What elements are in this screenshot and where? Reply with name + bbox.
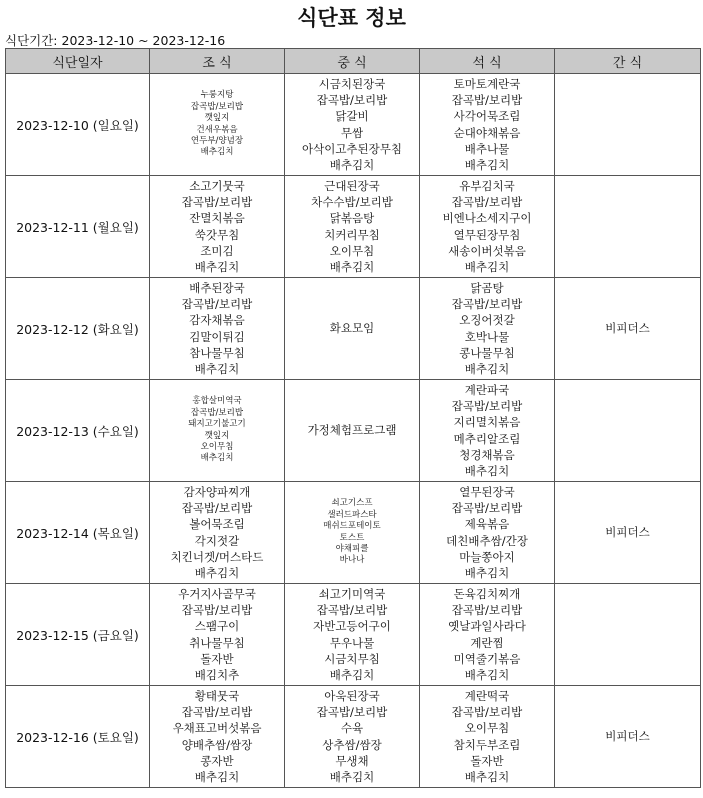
table-row xyxy=(6,482,701,584)
menu-item: 데친배추쌈/간장 xyxy=(446,533,528,548)
menu-item: 화요모임 xyxy=(329,321,375,336)
menu-item: 참치두부조림 xyxy=(453,737,521,752)
lunch-cell xyxy=(285,74,420,176)
menu-item: 배추김치 xyxy=(464,769,510,784)
lunch-menu-list xyxy=(285,498,419,566)
menu-item: 비피더스 xyxy=(605,525,650,540)
menu-item: 열무된장국 xyxy=(459,484,515,499)
menu-item: 순대야채볶음 xyxy=(453,125,521,140)
menu-item: 근대된장국 xyxy=(324,178,380,193)
meal-period: 식단기간: 2023-12-10 ~ 2023-12-16 xyxy=(5,33,226,48)
snack-cell xyxy=(555,584,701,686)
column-header-breakfast: 조 식 xyxy=(150,49,285,74)
dinner-menu-list xyxy=(420,586,554,683)
menu-item: 배추김치 xyxy=(464,259,510,274)
menu-item: 계란찜 xyxy=(470,635,504,650)
menu-item: 잡곡밥/보리밥 xyxy=(451,705,523,720)
date-cell: 2023-12-16 (토요일) xyxy=(6,686,150,788)
menu-item: 배추된장국 xyxy=(189,280,245,295)
menu-item: 돌자반 xyxy=(200,651,234,666)
breakfast-menu-list xyxy=(150,280,284,377)
menu-item: 닭곰탕 xyxy=(470,280,504,295)
menu-item: 배추김치 xyxy=(464,463,510,478)
snack-cell xyxy=(555,176,701,278)
menu-item: 황태뭇국 xyxy=(194,688,240,703)
menu-item: 홍합살미역국 xyxy=(192,396,242,407)
breakfast-menu-list xyxy=(150,484,284,581)
breakfast-menu-list xyxy=(150,90,284,158)
menu-item: 새송이버섯볶음 xyxy=(448,243,526,258)
menu-item: 무쌈 xyxy=(340,125,364,140)
breakfast-cell xyxy=(150,584,285,686)
menu-item: 배추김치 xyxy=(194,565,240,580)
breakfast-menu-list xyxy=(150,178,284,275)
menu-item: 오이무침 xyxy=(329,243,375,258)
menu-item: 바나나 xyxy=(339,555,365,566)
menu-item: 쇠고기미역국 xyxy=(318,586,386,601)
menu-item: 잡곡밥/보리밥 xyxy=(190,407,244,418)
menu-item: 배추김치 xyxy=(464,667,510,682)
menu-item: 콩나물무침 xyxy=(459,345,515,360)
menu-item: 각지젓갈 xyxy=(194,533,240,548)
menu-item: 배추김치 xyxy=(464,157,510,172)
menu-item: 배추김치 xyxy=(329,667,375,682)
menu-item: 아욱된장국 xyxy=(324,688,380,703)
menu-item: 잡곡밥/보리밥 xyxy=(190,101,244,112)
menu-item: 잔멸치볶음 xyxy=(189,211,245,226)
dinner-menu-list xyxy=(420,382,554,479)
menu-item: 콩자반 xyxy=(200,753,234,768)
menu-item: 지리멸치볶음 xyxy=(453,415,521,430)
lunch-menu-list xyxy=(285,688,419,785)
menu-item: 잡곡밥/보리밥 xyxy=(451,93,523,108)
menu-item: 건새우볶음 xyxy=(196,124,238,135)
menu-item: 잡곡밥/보리밥 xyxy=(451,399,523,414)
menu-item: 차수수밥/보리밥 xyxy=(311,195,393,210)
menu-item: 볼어묵조림 xyxy=(189,517,245,532)
menu-item: 잡곡밥/보리밥 xyxy=(316,603,388,618)
menu-item: 수육 xyxy=(340,721,364,736)
menu-item: 오이무침 xyxy=(464,721,510,736)
lunch-menu-list xyxy=(285,422,419,438)
snack-cell xyxy=(555,278,701,380)
menu-item: 계란파국 xyxy=(464,382,510,397)
menu-item: 무우나물 xyxy=(329,635,375,650)
menu-item: 잡곡밥/보리밥 xyxy=(181,501,253,516)
menu-item: 배추김치 xyxy=(194,361,240,376)
menu-item: 깻잎지 xyxy=(204,113,230,124)
date-cell: 2023-12-10 (일요일) xyxy=(6,74,150,176)
menu-item: 김말이튀김 xyxy=(189,329,245,344)
menu-item: 계란떡국 xyxy=(464,688,510,703)
dinner-cell xyxy=(420,278,555,380)
table-row xyxy=(6,584,701,686)
breakfast-menu-list xyxy=(150,396,284,464)
breakfast-cell xyxy=(150,74,285,176)
menu-item: 깻잎지 xyxy=(204,430,230,441)
table-row xyxy=(6,278,701,380)
breakfast-cell xyxy=(150,686,285,788)
menu-item: 치킨너겟/머스타드 xyxy=(170,549,264,564)
column-header-dinner: 석 식 xyxy=(420,49,555,74)
dinner-menu-list xyxy=(420,688,554,785)
dinner-menu-list xyxy=(420,484,554,581)
menu-item: 사각어묵조림 xyxy=(453,109,521,124)
menu-item: 배추나물 xyxy=(464,141,510,156)
menu-item: 아삭이고추된장무침 xyxy=(302,141,402,156)
menu-item: 감자양파찌개 xyxy=(183,484,251,499)
column-header-date: 식단일자 xyxy=(6,49,150,74)
snack-menu-list xyxy=(555,728,700,744)
menu-item: 치커리무침 xyxy=(324,227,380,242)
snack-cell xyxy=(555,686,701,788)
snack-cell xyxy=(555,74,701,176)
snack-menu-list xyxy=(555,320,700,336)
breakfast-cell xyxy=(150,176,285,278)
breakfast-cell xyxy=(150,278,285,380)
lunch-menu-list xyxy=(285,76,419,173)
menu-item: 우채표고버섯볶음 xyxy=(172,721,262,736)
menu-item: 상추쌈/쌈장 xyxy=(322,737,382,752)
menu-item: 잡곡밥/보리밥 xyxy=(181,603,253,618)
menu-item: 비피더스 xyxy=(605,321,650,336)
menu-item: 마늘쫑아지 xyxy=(459,549,515,564)
lunch-cell xyxy=(285,278,420,380)
menu-item: 야채피클 xyxy=(335,543,369,554)
menu-item: 메추리알조림 xyxy=(453,431,521,446)
breakfast-menu-list xyxy=(150,586,284,683)
column-header-snack: 간 식 xyxy=(555,49,701,74)
menu-item: 유부김치국 xyxy=(459,178,515,193)
table-row xyxy=(6,380,701,482)
menu-item: 잡곡밥/보리밥 xyxy=(181,195,253,210)
menu-item: 시금치무침 xyxy=(324,651,380,666)
dinner-menu-list xyxy=(420,178,554,275)
menu-item: 토마토계란국 xyxy=(453,76,521,91)
menu-item: 감자채볶음 xyxy=(189,313,245,328)
menu-item: 잡곡밥/보리밥 xyxy=(181,297,253,312)
menu-item: 잡곡밥/보리밥 xyxy=(451,501,523,516)
menu-item: 가정체험프로그램 xyxy=(307,423,397,438)
table-body xyxy=(6,74,701,788)
menu-item: 잡곡밥/보리밥 xyxy=(316,93,388,108)
menu-item: 조미김 xyxy=(200,243,234,258)
lunch-menu-list xyxy=(285,320,419,336)
table-row xyxy=(6,74,701,176)
menu-item: 누룽지탕 xyxy=(200,90,234,101)
menu-item: 비엔나소세지구이 xyxy=(442,211,532,226)
menu-item: 스팸구이 xyxy=(194,619,240,634)
menu-item: 취나물무침 xyxy=(189,635,245,650)
menu-item: 토스트 xyxy=(339,532,365,543)
menu-item: 시금치된장국 xyxy=(318,76,386,91)
menu-item: 닭갈비 xyxy=(335,109,369,124)
menu-item: 무생채 xyxy=(335,753,369,768)
menu-item: 매쉬드포테이토 xyxy=(323,521,381,532)
menu-item: 비피더스 xyxy=(605,729,650,744)
breakfast-menu-list xyxy=(150,688,284,785)
lunch-menu-list xyxy=(285,586,419,683)
date-cell: 2023-12-13 (수요일) xyxy=(6,380,150,482)
menu-item: 자반고등어구이 xyxy=(313,619,391,634)
menu-item: 잡곡밥/보리밥 xyxy=(181,705,253,720)
menu-item: 잡곡밥/보리밥 xyxy=(451,297,523,312)
menu-item: 배추김치 xyxy=(200,453,234,464)
menu-item: 쑥갓무침 xyxy=(194,227,240,242)
menu-item: 옛날과일사라다 xyxy=(448,619,526,634)
menu-item: 배추김치 xyxy=(464,361,510,376)
dinner-cell xyxy=(420,584,555,686)
menu-item: 잡곡밥/보리밥 xyxy=(451,603,523,618)
date-cell: 2023-12-12 (화요일) xyxy=(6,278,150,380)
breakfast-cell xyxy=(150,482,285,584)
lunch-cell xyxy=(285,686,420,788)
dinner-menu-list xyxy=(420,76,554,173)
menu-item: 배추김치 xyxy=(194,769,240,784)
menu-item: 호박나물 xyxy=(464,329,510,344)
date-cell: 2023-12-15 (금요일) xyxy=(6,584,150,686)
menu-item: 쇠고기스프 xyxy=(331,498,373,509)
dinner-menu-list xyxy=(420,280,554,377)
menu-item: 참나물무침 xyxy=(189,345,245,360)
menu-item: 우거지사골무국 xyxy=(178,586,256,601)
breakfast-cell xyxy=(150,380,285,482)
dinner-cell xyxy=(420,176,555,278)
menu-item: 돼지고기불고기 xyxy=(188,419,246,430)
menu-item: 열무된장무침 xyxy=(453,227,521,242)
menu-item: 미역줄기볶음 xyxy=(453,651,521,666)
menu-item: 배추김치 xyxy=(200,147,234,158)
date-cell: 2023-12-11 (월요일) xyxy=(6,176,150,278)
menu-item: 배추김치 xyxy=(194,259,240,274)
table-header-row xyxy=(6,49,701,74)
snack-menu-list xyxy=(555,524,700,540)
lunch-cell xyxy=(285,584,420,686)
menu-item: 배추김치 xyxy=(329,259,375,274)
dinner-cell xyxy=(420,686,555,788)
lunch-menu-list xyxy=(285,178,419,275)
menu-item: 오징어젓갈 xyxy=(459,313,515,328)
menu-item: 잡곡밥/보리밥 xyxy=(451,195,523,210)
lunch-cell xyxy=(285,482,420,584)
menu-item: 배추김치 xyxy=(329,157,375,172)
menu-item: 소고기뭇국 xyxy=(189,178,245,193)
menu-item: 돈육김치찌개 xyxy=(453,586,521,601)
menu-item: 오이무침 xyxy=(200,441,234,452)
column-header-lunch: 중 식 xyxy=(285,49,420,74)
menu-item: 돌자반 xyxy=(470,753,504,768)
menu-item: 청경채볶음 xyxy=(459,447,515,462)
snack-cell xyxy=(555,380,701,482)
dinner-cell xyxy=(420,482,555,584)
dinner-cell xyxy=(420,74,555,176)
menu-item: 양배추쌈/쌈장 xyxy=(181,737,253,752)
date-cell: 2023-12-14 (목요일) xyxy=(6,482,150,584)
table-row xyxy=(6,176,701,278)
menu-item: 닭볶음탕 xyxy=(329,211,375,226)
table-row xyxy=(6,686,701,788)
menu-item: 배추김치 xyxy=(464,565,510,580)
menu-item: 잡곡밥/보리밥 xyxy=(316,705,388,720)
lunch-cell xyxy=(285,176,420,278)
dinner-cell xyxy=(420,380,555,482)
menu-item: 배추김치 xyxy=(329,769,375,784)
menu-item: 배김치추 xyxy=(194,667,240,682)
menu-item: 연두부/양념장 xyxy=(190,135,244,146)
menu-item: 샐러드파스타 xyxy=(327,509,377,520)
meal-table xyxy=(5,48,701,788)
page-title: 식단표 정보 xyxy=(297,6,406,30)
lunch-cell xyxy=(285,380,420,482)
snack-cell xyxy=(555,482,701,584)
menu-item: 제육볶음 xyxy=(464,517,510,532)
